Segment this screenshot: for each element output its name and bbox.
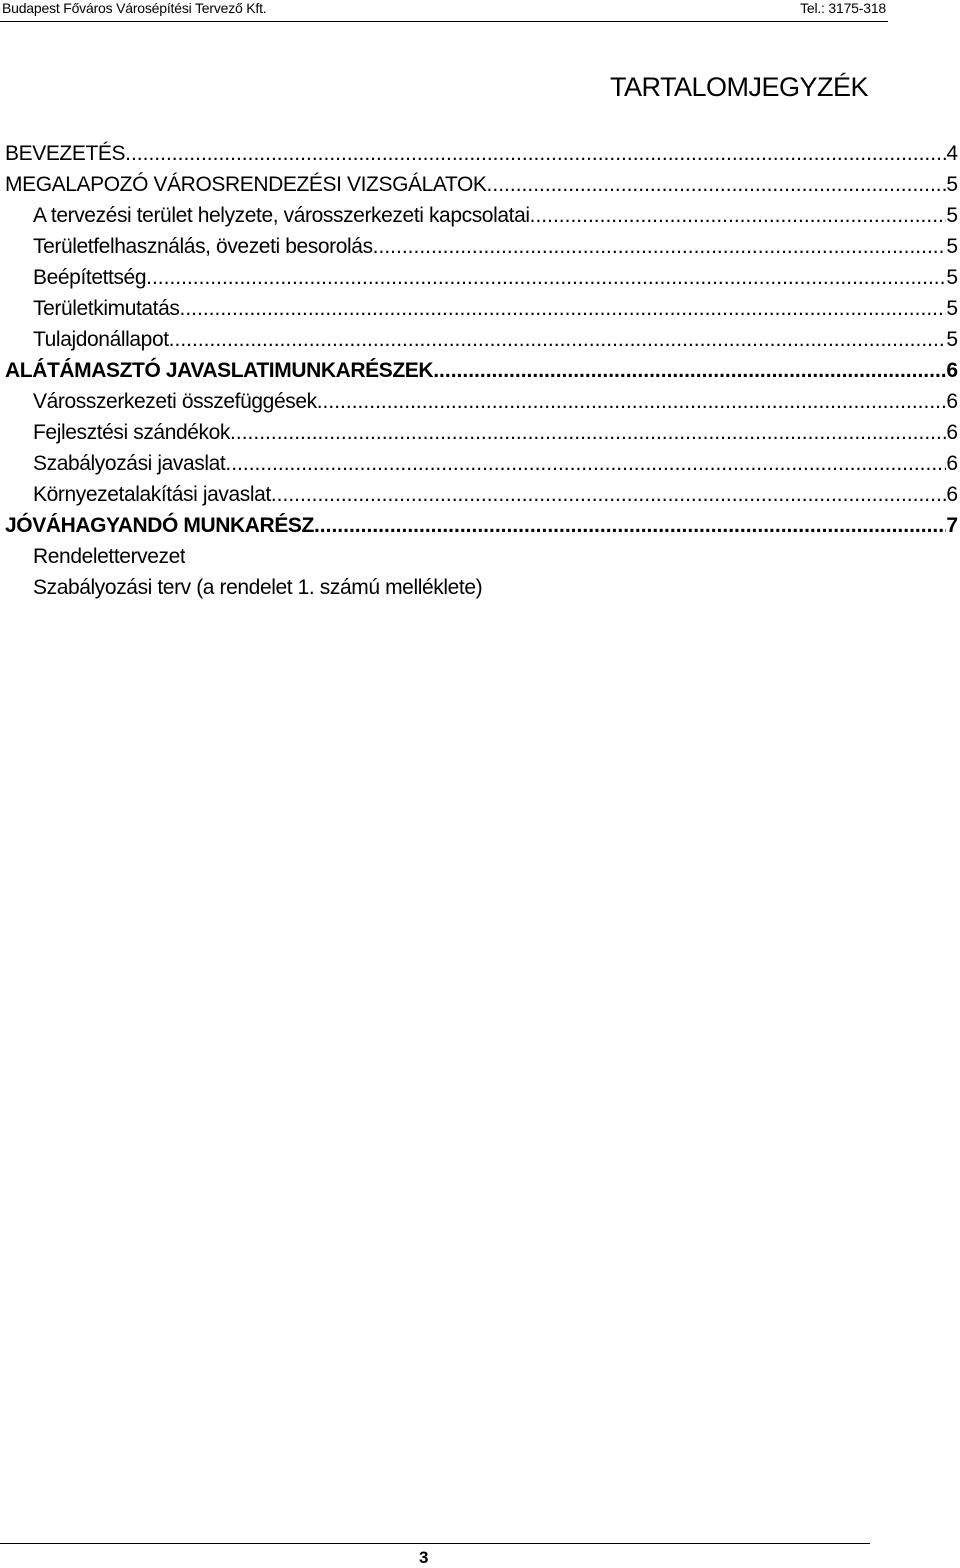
toc-page-number: 5 (946, 328, 958, 351)
header-phone: Tel.: 3175-318 (800, 0, 886, 16)
toc-entry-text: Szabályozási javaslat (33, 452, 226, 475)
toc-page-number: 6 (946, 359, 958, 382)
toc-leader (317, 386, 947, 417)
toc-entry-fejlesztesi[interactable] (0, 417, 960, 448)
toc-entry-text: Területkimutatás (33, 297, 180, 320)
toc-entry-rendelettervezet[interactable] (0, 541, 960, 572)
footer-rule (0, 1543, 870, 1544)
toc-page-number: 7 (946, 514, 958, 537)
toc-leader (125, 138, 946, 169)
toc-entry-text: Szabályozási terv (a rendelet 1. számú melléklete) (33, 576, 483, 599)
toc-entry-text: BEVEZETÉS (5, 142, 126, 165)
toc-entry-text: Rendelettervezet (33, 545, 186, 568)
toc-page-number: 4 (946, 142, 958, 165)
toc-entry-tervezesi-terulet[interactable] (0, 200, 960, 231)
page-number: 3 (419, 1548, 429, 1567)
toc-leader (487, 169, 947, 200)
toc-entry-bevezetes[interactable] (0, 138, 960, 169)
toc-entry-szabalyozasi-javaslat[interactable] (0, 448, 960, 479)
toc-leader (373, 231, 947, 262)
toc-entry-text: Fejlesztési szándékok (33, 421, 231, 444)
header-company: Budapest Főváros Városépítési Tervező Kft. (2, 0, 267, 16)
toc-entry-text: Városszerkezeti összefüggések (33, 390, 317, 413)
toc-page-number: 6 (946, 483, 958, 506)
toc-entry-text: Területfelhasználás, övezeti besorolás (33, 235, 373, 258)
toc-page-number: 6 (946, 390, 958, 413)
toc-entry-text: A tervezési terület helyzete, városszerkezeti kapcsolatai (33, 204, 530, 227)
toc-leader (530, 200, 947, 231)
toc-title: TARTALOMJEGYZÉK (609, 72, 868, 102)
toc-entry-text: Tulajdonállapot (33, 328, 169, 351)
toc-entry-kornyezetalakitasi[interactable] (0, 479, 960, 510)
toc-entry-teruletkimutatas[interactable] (0, 293, 960, 324)
toc-page-number: 5 (946, 266, 958, 289)
toc-leader (314, 510, 946, 541)
toc-entry-text: MEGALAPOZÓ VÁROSRENDEZÉSI VIZSGÁLATOK (5, 173, 487, 196)
toc-entry-text: Beépítettség (33, 266, 147, 289)
toc-entry-tulajdonallapot[interactable] (0, 324, 960, 355)
toc-entry-megalapozo[interactable] (0, 169, 960, 200)
toc-page-number: 5 (946, 235, 958, 258)
toc-entry-teruletfelhasznalas[interactable] (0, 231, 960, 262)
toc-leader (271, 479, 946, 510)
toc-leader (146, 262, 946, 293)
page-header (0, 0, 888, 22)
toc-page-number: 5 (946, 297, 958, 320)
toc-page-number: 5 (946, 204, 958, 227)
toc-entry-alatamaszto[interactable] (0, 355, 960, 386)
toc-entry-text: Környezetalakítási javaslat (33, 483, 271, 506)
toc-entry-szabalyozasi-terv[interactable] (0, 572, 960, 603)
toc-page-number: 5 (946, 173, 958, 196)
toc-leader (180, 293, 947, 324)
toc-page-number: 6 (946, 421, 958, 444)
toc-leader (433, 355, 946, 386)
toc-entry-varosszerkezeti[interactable] (0, 386, 960, 417)
toc-entry-jovahagyando[interactable] (0, 510, 960, 541)
toc-leader (230, 417, 946, 448)
toc-leader (169, 324, 947, 355)
toc-entry-text: ALÁTÁMASZTÓ JAVASLATIMUNKARÉSZEK (5, 359, 434, 382)
toc-entry-text: JÓVÁHAGYANDÓ MUNKARÉSZ (5, 514, 314, 537)
toc-page-number: 6 (946, 452, 958, 475)
toc-leader (225, 448, 946, 479)
toc-entry-beepitettseg[interactable] (0, 262, 960, 293)
